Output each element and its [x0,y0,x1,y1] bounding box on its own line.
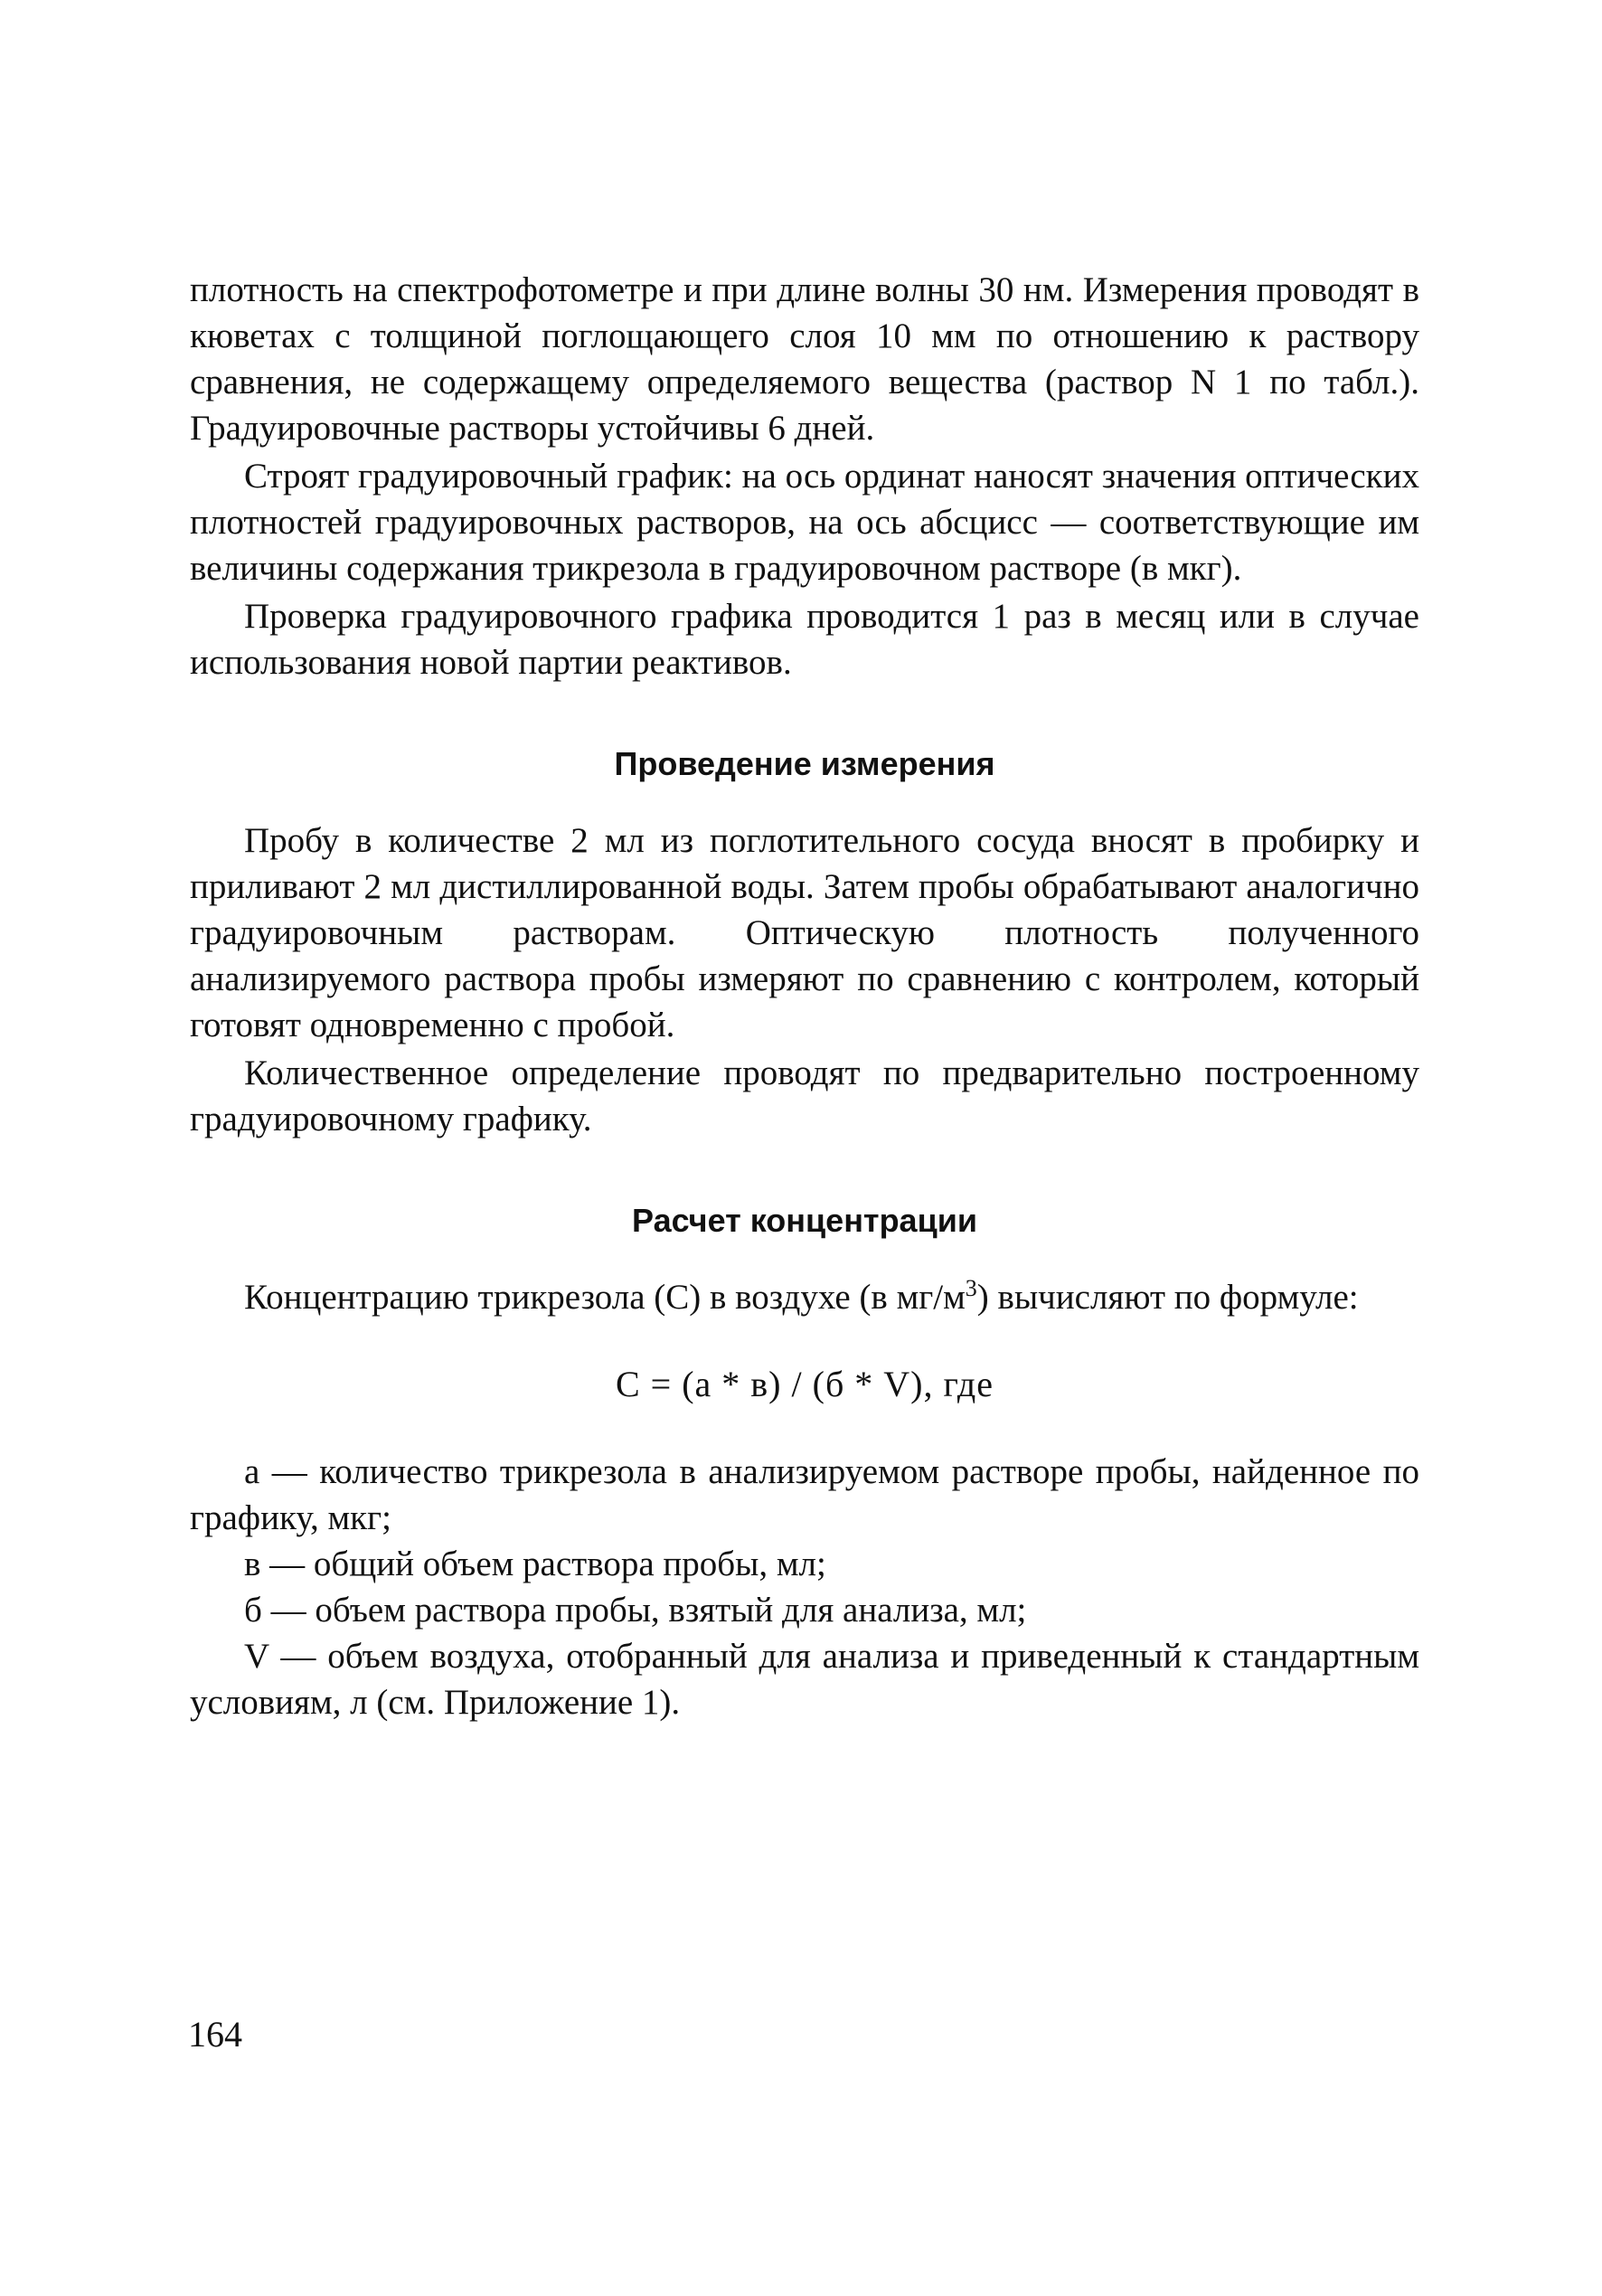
intro-text-before: Концентрацию трикрезола (С) в воздухе (в мг/м [244,1278,966,1317]
intro-text-after: ) вычисляют по формуле: [976,1278,1359,1317]
definition-a: а — количество трикрезола в анализируемом растворе пробы, найденное по графику, мкг; [190,1452,1419,1537]
definition-V-air: V — объем воздуха, отобранный для анализа и приведенный к стандартным условиям, л (см. Приложение 1). [190,1637,1419,1722]
page-number: 164 [188,2014,242,2055]
document-page [190,267,1419,1725]
formula: С = (а * в) / (б * V), где [615,1364,994,1404]
paragraph-calibration-graph: Строят градуировочный график: на ось ординат наносят значения оптических плотностей градуировочных растворов, на ось абсцисс — соответствующие им величины содержания трикрезола в градуировочном растворе (в мкг). [190,457,1419,588]
intro-superscript: 3 [965,1275,977,1301]
definition-b: б — объем раствора пробы, взятый для анализа, мл; [244,1591,1027,1630]
paragraph-sample-measurement: Пробу в количестве 2 мл из поглотительного сосуда вносят в пробирку и приливают 2 мл дистиллированной воды. Затем пробы обрабатывают аналогично градуировочным растворам. Оптическую плотность полученного анализируемого раствора пробы измеряют по сравнению с контролем, который готовят одновременно с пробой. [190,821,1419,1044]
section-heading-calculation: Расчет концентрации [632,1202,977,1239]
paragraph-continuation: плотность на спектрофотометре и при длине волны 30 нм. Измерения проводят в кюветах с толщиной поглощающего слоя 10 мм по отношению к раствору сравнения, не содержащему определяемого вещества (раствор N 1 по табл.). Градуировочные растворы устойчивы 6 дней. [190,270,1419,448]
paragraph-quantitative: Количественное определение проводят по предварительно построенному градуировочному графику. [190,1054,1419,1139]
section-heading-measurement: Проведение измерения [614,745,995,782]
paragraph-graph-check: Проверка градуировочного графика проводится 1 раз в месяц или в случае использования новой партии реактивов. [190,597,1419,682]
paragraph-concentration-intro [190,1274,1419,1320]
definition-v-total: в — общий объем раствора пробы, мл; [244,1545,826,1583]
